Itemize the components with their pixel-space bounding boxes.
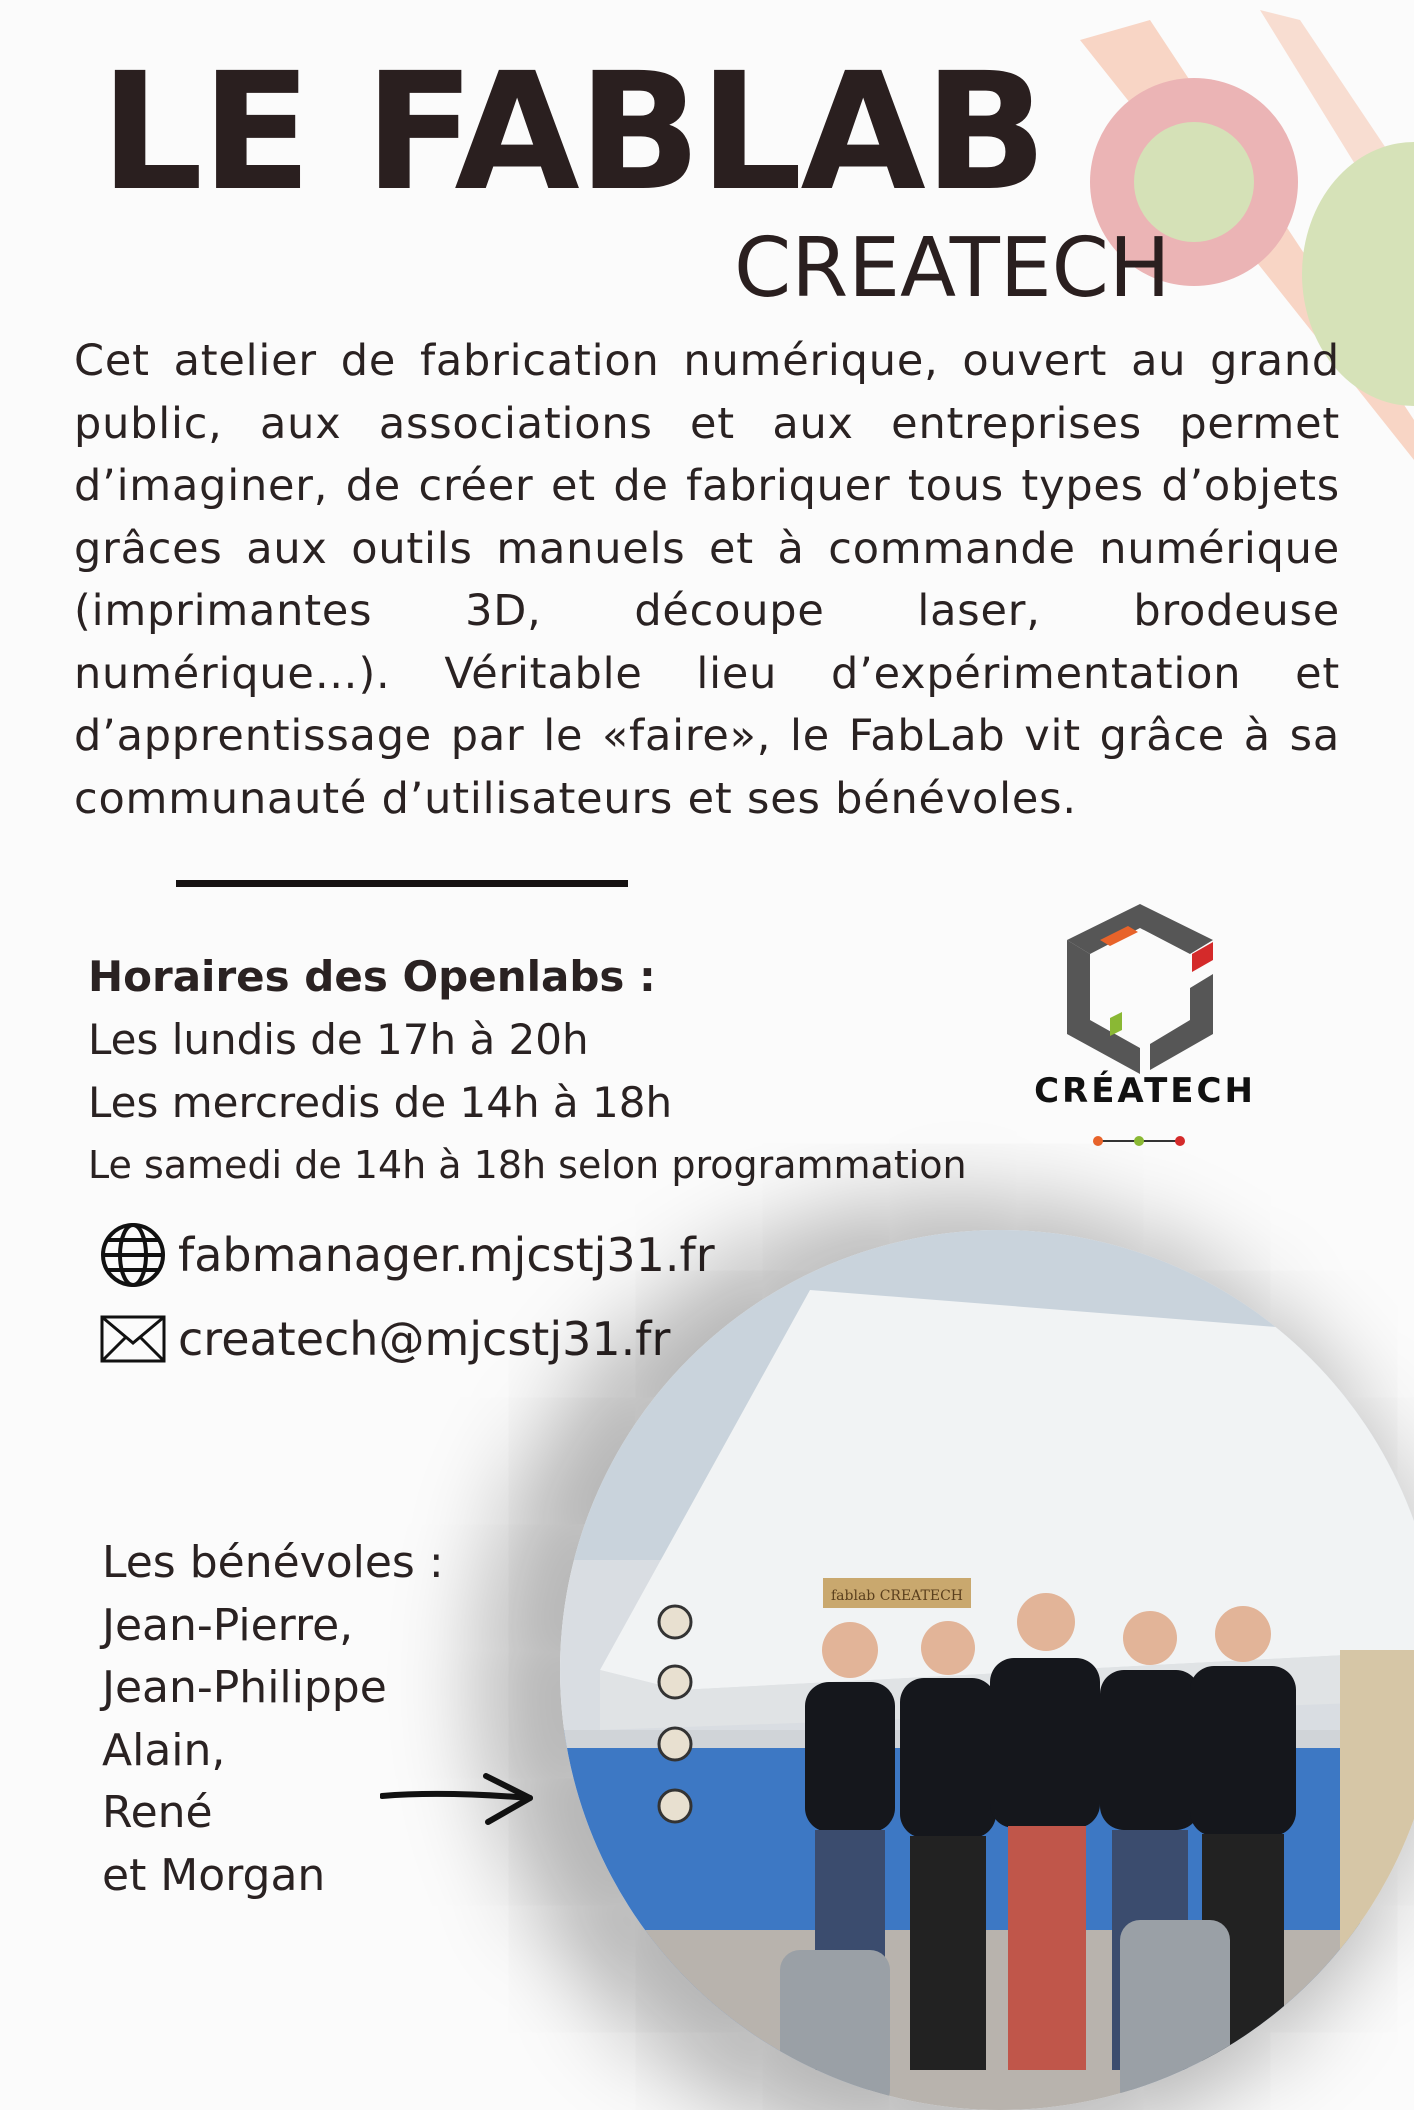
createch-logo	[1000, 880, 1290, 1150]
intro-paragraph: Cet atelier de fabrication numérique, ouvert au grand public, aux associations et aux entreprises permet d’imaginer, de créer et de fabriquer tous types d’objets grâces aux outils manuels et à commande numérique (imprimantes 3D, découpe laser, brodeuse numérique…). Véritable lieu d’expérimentation et d’apprentissage par le «faire», le FabLab vit grâce à sa communauté d’utilisateurs et ses bénévoles.	[74, 336, 1340, 824]
photo-banner-text: fablab CREATECH	[830, 1588, 964, 1604]
hours-title: Horaires des Openlabs :	[88, 952, 656, 1001]
volunteer-name: et Morgan	[102, 1849, 326, 1901]
cube-logo-icon	[1000, 880, 1290, 1150]
volunteer-name: Jean-Philippe	[102, 1662, 387, 1713]
volunteers-title: Les bénévoles :	[102, 1537, 444, 1588]
website-link[interactable]: fabmanager.mjcstj31.fr	[178, 1228, 715, 1282]
page-title: LE FABLAB	[100, 39, 1046, 227]
hours-line-saturday: Le samedi de 14h à 18h selon programmation	[88, 1143, 967, 1187]
volunteer-name: Jean-Pierre,	[102, 1599, 354, 1651]
logo-text: CRÉATECH	[1034, 1071, 1256, 1111]
hours-line-monday: Les lundis de 17h à 20h	[88, 1015, 589, 1064]
volunteers-photo	[560, 1230, 1414, 2110]
globe-icon	[100, 1222, 166, 1288]
email-link[interactable]: createch@mjcstj31.fr	[178, 1312, 671, 1366]
photo-scene	[560, 1230, 1414, 2110]
page-subtitle: CREATECH	[734, 221, 1171, 316]
volunteer-name: René	[102, 1787, 213, 1838]
volunteers-list	[102, 1532, 444, 1907]
hours-line-wednesday: Les mercredis de 14h à 18h	[88, 1078, 673, 1127]
divider	[176, 880, 628, 887]
website-line[interactable]	[100, 1222, 715, 1288]
envelope-icon	[100, 1315, 166, 1363]
openlab-hours	[88, 945, 967, 1197]
email-line[interactable]	[100, 1312, 670, 1366]
volunteer-name: Alain,	[102, 1724, 226, 1776]
arrow-right-icon	[380, 1770, 536, 1826]
